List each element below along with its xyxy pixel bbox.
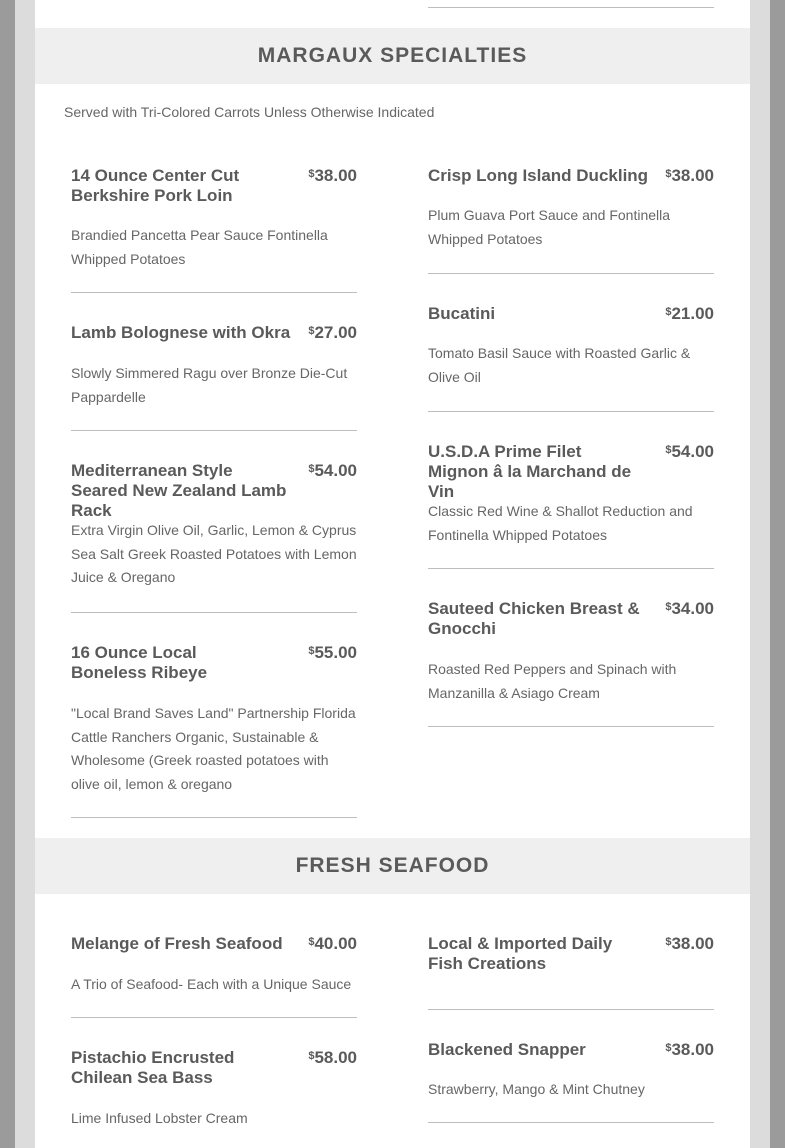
item-description: Brandied Pancetta Pear Sauce Fontinella Whipped Potatoes — [71, 227, 328, 267]
item-name: 14 Ounce Center Cut Berkshire Pork Loin — [71, 166, 240, 205]
item-price: $34.00 — [665, 599, 714, 618]
item-divider — [428, 1122, 714, 1123]
item-description: Tomato Basil Sauce with Roasted Garlic & Olive Oil — [428, 345, 691, 385]
item-description: Plum Guava Port Sauce and Fontinella Whipped Potatoes — [428, 207, 671, 247]
item-divider — [428, 1009, 714, 1010]
item-name: Bucatini — [428, 304, 496, 323]
item-divider — [428, 411, 714, 412]
item-description: Slowly Simmered Ragu over Bronze Die-Cut Pappardelle — [71, 365, 348, 405]
item-name: Melange of Fresh Seafood — [71, 934, 283, 953]
page-margin-right — [750, 0, 770, 1148]
section-title: MARGAUX SPECIALTIES — [257, 44, 528, 67]
item-price: $55.00 — [308, 643, 357, 662]
item-divider — [428, 273, 714, 274]
item-price: $38.00 — [665, 1040, 714, 1059]
item-description: Classic Red Wine & Shallot Reduction and Fontinella Whipped Potatoes — [428, 503, 693, 543]
item-name: Mediterranean Style Seared New Zealand Lamb Rack — [71, 461, 287, 520]
item-name: Crisp Long Island Duckling — [428, 166, 649, 185]
item-divider — [71, 430, 357, 431]
item-description: Strawberry, Mango & Mint Chutney — [428, 1081, 645, 1097]
item-name: U.S.D.A Prime Filet Mignon â la Marchand de Vin — [428, 442, 632, 501]
item-name: Pistachio Encrusted Chilean Sea Bass — [71, 1048, 235, 1087]
item-divider — [71, 817, 357, 818]
item-name: Blackened Snapper — [428, 1040, 586, 1059]
item-description: A Trio of Seafood- Each with a Unique Sauce — [71, 976, 352, 992]
section-header-specialties — [35, 28, 750, 84]
item-price: $40.00 — [308, 934, 357, 953]
item-price: $58.00 — [308, 1048, 357, 1067]
item-description: "Local Brand Saves Land" Partnership Florida Cattle Ranchers Organic, Sustainable & Wholesome (Greek roasted potatoes with olive oil, lemon & oregano — [71, 705, 356, 792]
item-divider — [428, 568, 714, 569]
item-description: Roasted Red Peppers and Spinach with Manzanilla & Asiago Cream — [428, 661, 677, 701]
item-name: 16 Ounce Local Boneless Ribeye — [71, 643, 208, 682]
item-divider — [71, 612, 357, 613]
item-price: $54.00 — [665, 442, 714, 461]
section-subtitle: Served with Tri-Colored Carrots Unless Otherwise Indicated — [64, 104, 435, 120]
item-name: Sauteed Chicken Breast & Gnocchi — [428, 599, 640, 638]
item-name: Lamb Bolognese with Okra — [71, 323, 291, 342]
section-header-seafood — [35, 838, 750, 894]
item-divider — [71, 292, 357, 293]
section-title: FRESH SEAFOOD — [295, 854, 490, 877]
menu-page — [35, 0, 750, 1148]
item-price: $38.00 — [665, 166, 714, 185]
item-price: $38.00 — [308, 166, 357, 185]
previous-item-divider — [428, 7, 714, 8]
item-price: $27.00 — [308, 323, 357, 342]
item-price: $54.00 — [308, 461, 357, 480]
page-margin-left — [15, 0, 35, 1148]
item-description: Lime Infused Lobster Cream — [71, 1110, 248, 1126]
item-price: $38.00 — [665, 934, 714, 953]
item-divider — [428, 726, 714, 727]
item-price: $21.00 — [665, 304, 714, 323]
item-name: Local & Imported Daily Fish Creations — [428, 934, 613, 973]
item-divider — [71, 1017, 357, 1018]
item-description: Extra Virgin Olive Oil, Garlic, Lemon & Cyprus Sea Salt Greek Roasted Potatoes with Lemon Juice & Oregano — [71, 522, 357, 585]
